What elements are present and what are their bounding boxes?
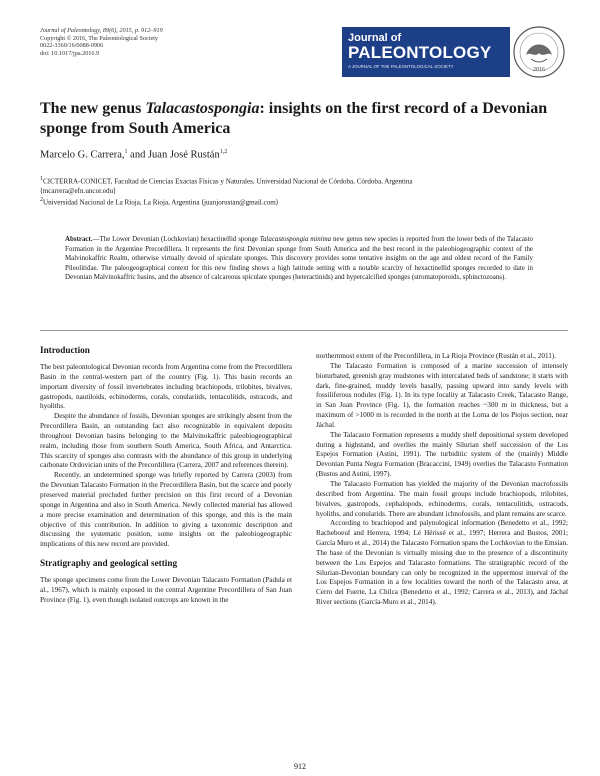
logo-paleontology: PALEONTOLOGY bbox=[348, 43, 492, 62]
strat-paragraph-4: The Talacasto Formation has yielded the majority of the Devonian macrofossils described from Argentina. The main fossil groups include brachiopods, trilobites, bivalves, gastropods, cephalopods, echinoderms, corals, tentaculitids, ostracods, hyoliths, and conularids. There are abundant ichnofossils, and plant remains are scarce. bbox=[316, 479, 568, 518]
author-1[interactable]: Marcelo G. Carrera, bbox=[40, 149, 125, 161]
title-suffix: : insights on the first record of a Devonian sponge from South America bbox=[40, 100, 548, 137]
article-metadata bbox=[40, 27, 163, 57]
author-line bbox=[40, 149, 227, 161]
affiliation-1 bbox=[40, 175, 570, 187]
intro-paragraph-3: Recently, an undetermined sponge was briefly reported by Carrera (2003) from the Devonian Talacasto Formation in the Precordillera Basin, but the scarce and poorly preserved material precluded further precision on this first record of a Devonian sponge in Argentina and also in South America. Newly collected material has allowed a more precise examination and determination of this sponge, and this is the main objective of this contribution. In addition to giving a taxonomic description and discussing the systematic position, some insights on the paleobiogeographic implications of this new record are provided. bbox=[40, 471, 292, 549]
journal-logo-banner bbox=[342, 27, 510, 77]
journal-logo bbox=[342, 27, 566, 77]
article-title bbox=[40, 99, 568, 139]
abstract-label: Abstract. bbox=[65, 235, 93, 243]
affiliation-1-email[interactable]: ⟨mcarrera@efn.uncor.edu⟩ bbox=[40, 186, 116, 195]
page-number: 912 bbox=[294, 762, 306, 771]
author-1-affil: 1 bbox=[124, 149, 128, 155]
issn-line: 0022-3360/16/0088-0906 bbox=[40, 42, 104, 50]
seal-year: 2016 bbox=[533, 67, 545, 73]
doi-link[interactable]: doi: 10.1017/jpa.2016.9 bbox=[40, 49, 100, 57]
strat-paragraph-1: The sponge specimens come from the Lower Devonian Talacasto Formation (Padula et al., 1967), which is mainly exposed in the central Argentine Precordillera of San Juan Province (Fig. 1), even though isolated outcrops are known in the bbox=[40, 576, 292, 604]
abstract-text-2: new genus new species is reported from the lower beds of the Talacasto Formation in the Argentine Precordillera. It represents the first Devonian sponge from South America and the best record in the paleobiogeographic context of the Malvinokaffric Realm, otherwise virtually devoid of spiculate sponges. This discovery provides some tentative insights on the age and oldest record of the Family Pileolitidae. The paleogeographical context for this new finding shows a high latitude setting with a notable scarcity of hexactinellid sponges recorded to date in Devonian Malvinokaffric basins, and the absence of calcareous spiculate sponges (heteractinids) and hypercalcified sponges (stromatoporoids, sphinctozoans). bbox=[65, 235, 533, 282]
logo-subtitle: A JOURNAL OF THE PALEONTOLOGICAL SOCIETY bbox=[348, 64, 454, 69]
abstract bbox=[65, 235, 533, 283]
section-divider bbox=[40, 330, 568, 331]
society-seal-icon bbox=[512, 25, 566, 79]
abstract-species: Talacastospongia minima bbox=[259, 235, 332, 243]
intro-paragraph-2: Despite the abundance of fossils, Devonian sponges are strikingly absent from the Precordillera Basin, an outstanding fact also recognizable in equivalent deposits throughout Devonian basins belonging to the Malvinokaffric paleobiogeographical realm, including those from southern South America, South Africa, and Antarctica. This scarcity of sponges also contrasts with the abundance of this group in underlying carbonate Ordovician units of the Precordillera (Carrera, 2007 and references therein). bbox=[40, 412, 292, 470]
copyright-line: Copyright © 2016, The Paleontological Society bbox=[40, 34, 159, 42]
intro-paragraph-1: The best paleontological Devonian records from Argentina come from the Precordillera Basin in the central-western part of the country (Fig. 1). This basin records an important diversity of fossil invertebrates including brachiopods, trilobites, bivalves, gastropods, nautiloids, echinoderms, corals, conulariids, tentaculitids, ostracods, and hyoliths. bbox=[40, 363, 292, 411]
strat-paragraph-1-cont: northernmost extent of the Precordillera, in La Rioja Province (Rustán et al., 2011). bbox=[316, 352, 557, 360]
heading-introduction: Introduction bbox=[40, 345, 90, 355]
logo-journal-of: Journal of bbox=[348, 32, 402, 44]
strat-paragraph-2: The Talacasto Formation is composed of a marine succession of intensely bioturbated, greenish gray mudstones with intercalated beds of sandstone; it starts with dark, fine-grained, muddy levels basally, passing upward into sandy levels with fossiliferous nodules (Fig. 1). In its type locality at Talacasto Creek, Talacasto Range, in San Juan Province (Fig. 1), the formation reaches ~300 m in thickness, but a maximum of >1000 m is recorded in the north at the Loma de los Piojos section, near Jáchal. bbox=[316, 361, 568, 429]
affiliation-2-mark: 2 bbox=[40, 197, 43, 204]
title-prefix: The new genus bbox=[40, 100, 146, 117]
title-genus: Talacastospongia bbox=[145, 100, 260, 117]
heading-stratigraphy: Stratigraphy and geological setting bbox=[40, 558, 178, 569]
affiliations bbox=[40, 175, 570, 208]
strat-paragraph-3: The Talacasto Formation represents a muddy shelf depositional system developed during a highstand, and overlies the mainly Silurian shelf succession of the Los Espejos Formation (Astini, 1991). The turbiditic system of the (mainly) Middle Devonian Punta Negra Formation (Bracaccini, 1949) overlies the Talacasto Formation (Bustos and Astini, 1997). bbox=[316, 430, 568, 479]
affiliation-2 bbox=[40, 196, 570, 208]
affiliation-1-mark: 1 bbox=[40, 176, 43, 182]
author-2-affil: 1,2 bbox=[219, 149, 228, 155]
affiliation-2-text: Universidad Nacional de La Rioja, La Rioja, Argentina ⟨juanjorustan@gmail.com⟩ bbox=[43, 198, 279, 207]
author-2[interactable]: and Juan José Rustán bbox=[127, 149, 220, 161]
journal-citation: Journal of Paleontology, 89(6), 2015, p. 912–919 bbox=[40, 27, 163, 34]
affiliation-1-text: CICTERRA-CONICET, Facultad de Ciencias Exactas Físicas y Naturales, Universidad Nacional de Córdoba, Córdoba, Argentina bbox=[43, 177, 413, 186]
strat-paragraph-5: According to brachiopod and palynological information (Benedetto et al., 1992; Racheboeuf and Herrera, 1994; Lé Hérissé et al., 1997; Herrera and Bustos, 2001; García Muro et al., 2014) the Talacasto Formation spans the Lochkovian to the Emsian. The base of the Devonian is virtually missing due to the presence of a discontinuity between the Los Espejos and Talacasto formations. The stratigraphic record of the Silurian-Devonian boundary can only be recognized in the uppermost interval of the Los Espejos Formation in a few localities toward the north of the Talacasto area, at Cerro del Fuerte, La Chilca (Benedetto et al., 1992; Carrera et al., 2013), and Jáchal River sections (García-Muro et al., 2014). bbox=[316, 519, 568, 607]
right-column bbox=[316, 352, 568, 608]
left-column bbox=[40, 345, 292, 606]
abstract-text-1: —The Lower Devonian (Lochkovian) hexactinellid sponge bbox=[92, 235, 260, 243]
